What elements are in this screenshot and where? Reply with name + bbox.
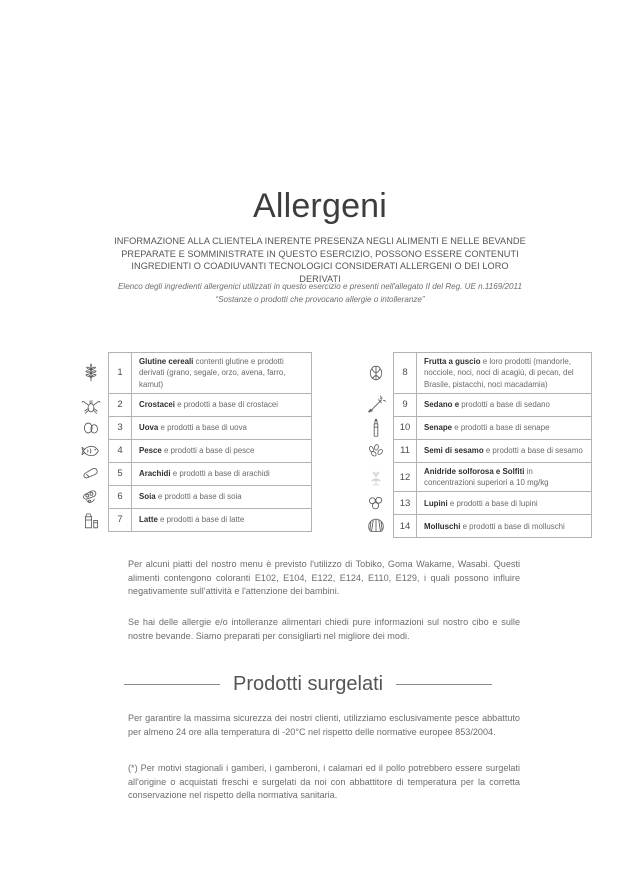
- allergen-name: Arachidi: [139, 469, 171, 479]
- allergen-number: 7: [109, 508, 132, 531]
- allergen-number: 11: [394, 439, 417, 462]
- allergen-number: 14: [394, 515, 417, 538]
- allergen-detail: prodotti a base di sedano: [459, 400, 550, 410]
- allergen-name: Molluschi: [424, 521, 461, 531]
- table-row: [361, 515, 592, 538]
- allergen-name: Anidride solforosa e Solfiti: [424, 466, 525, 476]
- fish-icon: [76, 439, 109, 462]
- allergen-description: [417, 462, 592, 492]
- allergen-detail: e prodotti a base di pesce: [161, 446, 255, 456]
- table-row: [361, 416, 592, 439]
- seasonal-frozen-note: (*) Per motivi stagionali i gamberi, i gamberoni, i calamari ed il pollo potrebbero essere surgelati all'origine o acquistati freschi e surgelati da noi con abbattitore di temperatura per la corretta conservazione nel rispetto della normativa sanitaria.: [128, 763, 520, 801]
- table-row: [76, 353, 312, 394]
- milk-icon: [76, 508, 109, 531]
- crustacean-icon: [76, 393, 109, 416]
- section-title: Prodotti surgelati: [233, 673, 384, 695]
- frozen-fish-note: Per garantire la massima sicurezza dei nostri clienti, utilizziamo esclusivamente pesce abbattuto per almeno 24 ore alla temperatura di -20°C nel rispetto delle normative europee 853/2004.: [128, 713, 520, 737]
- table-row: [76, 462, 312, 485]
- soy-icon: [76, 485, 109, 508]
- divider-right: [396, 684, 492, 685]
- lupin-icon: [361, 492, 394, 515]
- egg-icon: [76, 416, 109, 439]
- allergen-detail: e loro prodotti (mandorle, nocciole, noci, noci di acagiù, di pecan, del Brasile, pistacchi, noci macadamia): [424, 357, 574, 389]
- allergen-number: 4: [109, 439, 132, 462]
- table-row: [76, 393, 312, 416]
- regulation-reference: [80, 280, 560, 306]
- sesame-icon: [361, 439, 394, 462]
- allergen-description: [132, 439, 312, 462]
- allergen-number: 5: [109, 462, 132, 485]
- divider-left: [124, 684, 220, 685]
- allergen-number: 10: [394, 416, 417, 439]
- table-row: [76, 508, 312, 531]
- allergen-number: 1: [109, 353, 132, 394]
- frozen-products-heading: [124, 672, 524, 696]
- allergy-help-note: Se hai delle allergie e/o intolleranze alimentari chiedi pure informazioni sul nostro cibo e sulle nostre bevande. Siamo preparati per consigliarti nel migliore dei modi.: [128, 617, 520, 641]
- allergen-description: [417, 416, 592, 439]
- allergen-detail: e prodotti a base di crostacei: [174, 400, 279, 410]
- allergen-number: 3: [109, 416, 132, 439]
- table-row: [361, 492, 592, 515]
- mollusc-icon: [361, 515, 394, 538]
- allergen-detail: e prodotti a base di soia: [155, 492, 242, 502]
- allergen-name: Senape: [424, 423, 453, 433]
- regulation-quote-line: “Sostanze o prodotti che provocano allergie o intolleranze”: [215, 295, 425, 304]
- table-row: [76, 439, 312, 462]
- allergen-description: [132, 416, 312, 439]
- allergen-name: Glutine cereali: [139, 357, 194, 366]
- mustard-bottle-icon: [361, 416, 394, 439]
- allergen-name: Crostacei: [139, 400, 175, 410]
- allergen-description: [417, 393, 592, 416]
- celery-icon: [361, 393, 394, 416]
- allergen-detail: e prodotti a base di molluschi: [460, 521, 565, 531]
- allergen-table-right: [361, 352, 592, 538]
- allergen-detail: e prodotti a base di senape: [452, 423, 550, 433]
- notice-uppercase: INFORMAZIONE ALLA CLIENTELA INERENTE PRESENZA NEGLI ALIMENTI E NELLE BEVANDE PREPARATE E SOMMINISTRATE IN QUESTO ESERCIZIO, POSSONO ESSERE CONTENUTI INGREDIENTI O COADIUVANTI TECNOLOGICI CONSIDERATI ALLERGENI O DEI LORO DERIVATI: [114, 236, 526, 284]
- table-row: [361, 439, 592, 462]
- allergen-number: 8: [394, 353, 417, 394]
- peanut-icon: [76, 462, 109, 485]
- table-row: [76, 416, 312, 439]
- allergen-name: Pesce: [139, 446, 162, 456]
- allergen-detail: in concentrazioni superiori a 10 mg/kg: [424, 466, 549, 488]
- allergen-detail: e prodotti a base di arachidi: [170, 469, 270, 479]
- allergen-name: Soia: [139, 492, 156, 502]
- regulation-reference-line: Elenco degli ingredienti allergenici utilizzati in questo esercizio e presenti nell'allegato II del Reg. UE n.1169/2011: [118, 282, 522, 291]
- allergen-name: Semi di sesamo: [424, 446, 484, 456]
- allergen-description: [417, 439, 592, 462]
- allergen-description: [132, 485, 312, 508]
- table-row: [361, 462, 592, 492]
- allergen-description: [132, 393, 312, 416]
- allergen-description: [417, 353, 592, 394]
- allergen-number: 6: [109, 485, 132, 508]
- table-row: [361, 393, 592, 416]
- colorants-note: Per alcuni piatti del nostro menu è previsto l'utilizzo di Tobiko, Goma Wakame, Wasabi. Questi alimenti contengono coloranti E102, E104, E122, E124, E110, E129, i quali possono influire negativamente sull'attività e l'attenzione dei bambini.: [128, 559, 520, 597]
- allergen-name: Uova: [139, 423, 159, 433]
- allergen-detail: e prodotti a base di latte: [157, 515, 245, 525]
- table-row: [76, 485, 312, 508]
- allergen-description: [417, 515, 592, 538]
- allergen-detail: e prodotti a base di sesamo: [483, 446, 583, 456]
- allergen-number: 9: [394, 393, 417, 416]
- allergen-name: Sedano e: [424, 400, 460, 410]
- wheat-icon: [76, 353, 109, 394]
- page-title: Allergeni: [252, 187, 388, 225]
- allergen-number: 13: [394, 492, 417, 515]
- allergen-table-left: [76, 352, 312, 532]
- allergen-description: [132, 462, 312, 485]
- allergen-number: 12: [394, 462, 417, 492]
- allergen-detail: e prodotti a base di lupini: [447, 498, 538, 508]
- allergen-description: [132, 353, 312, 394]
- allergen-detail: contenti glutine e prodotti derivati (grano, segale, orzo, avena, farro, kamut): [139, 357, 286, 389]
- allergen-name: Lupini: [424, 498, 448, 508]
- allergen-name: Latte: [139, 515, 158, 525]
- nut-icon: [361, 353, 394, 394]
- allergen-name: Frutta a guscio: [424, 357, 481, 366]
- sulfite-icon: [361, 462, 394, 492]
- allergen-description: [132, 508, 312, 531]
- table-row: [361, 353, 592, 394]
- allergen-number: 2: [109, 393, 132, 416]
- allergen-detail: e prodotti a base di uova: [158, 423, 247, 433]
- allergen-description: [417, 492, 592, 515]
